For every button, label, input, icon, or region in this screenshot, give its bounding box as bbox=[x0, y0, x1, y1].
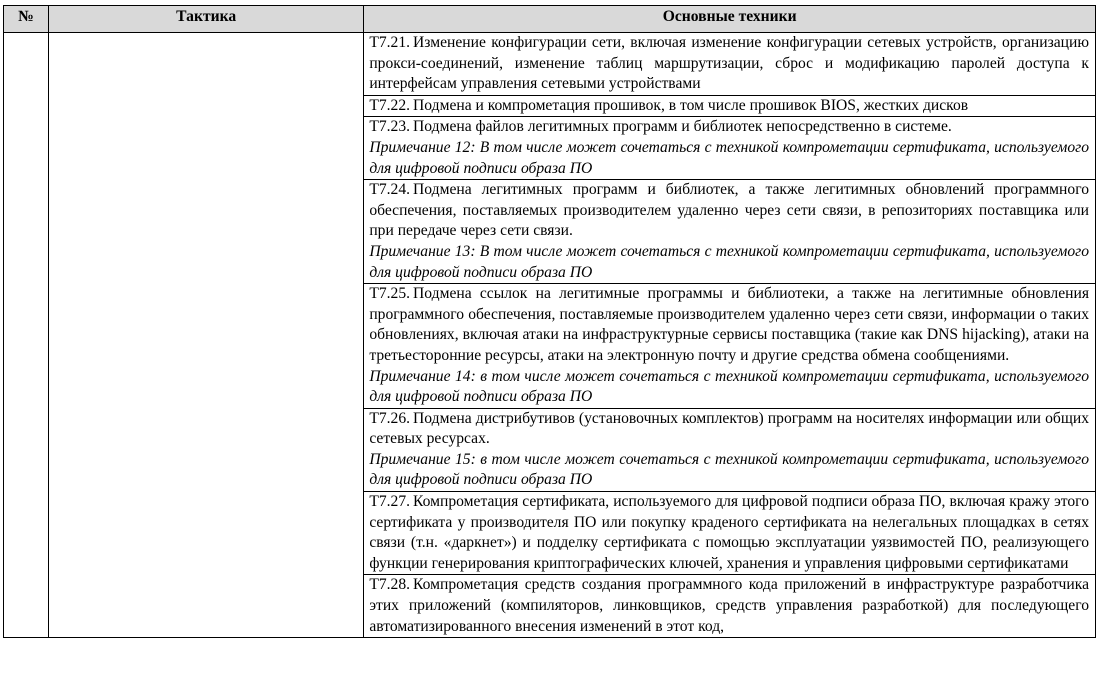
technique-code: Т7.22. bbox=[369, 96, 411, 114]
technique-cell bbox=[364, 117, 1096, 180]
header-tactic: Тактика bbox=[49, 6, 364, 33]
technique-text bbox=[369, 409, 1089, 450]
technique-description: Компрометация сертификата, используемого для цифровой подписи образа ПО, включая кражу этого сертификата у производителя ПО или покупку краденого сертификата на нелегальных площадках в сетях связи (т.н. «даркнет») и подделку сертификата с помощью эксплуатации уязвимостей ПО, реализующего функции генерирования криптографических ключей, хранения и управления цифровыми сертификатами bbox=[369, 493, 1089, 572]
technique-cell bbox=[364, 180, 1096, 284]
technique-description: Подмена дистрибутивов (установочных комплектов) программ на носителях информации или общих сетевых ресурсах. bbox=[369, 409, 1089, 448]
technique-note: Примечание 14: в том числе может сочетаться с техникой компрометации сертификата, используемого для цифровой подписи образа ПО bbox=[369, 367, 1089, 406]
technique-text bbox=[369, 117, 1089, 138]
technique-note: Примечание 15: в том числе может сочетаться с техникой компрометации сертификата, используемого для цифровой подписи образа ПО bbox=[369, 450, 1089, 489]
technique-code: Т7.25. bbox=[369, 285, 411, 303]
technique-code: Т7.24. bbox=[369, 181, 411, 199]
technique-code: Т7.26. bbox=[369, 409, 411, 427]
technique-cell bbox=[364, 575, 1096, 638]
technique-description: Подмена ссылок на легитимные программы и библиотеки, а также на легитимные обновления программного обеспечения, поставляемые производителем удаленно через сети связи, информации о таких обновлениях, включая атаки на инфраструктурные сервисы поставщика (такие как DNS hijacking), атаки на третьесторонние ресурсы, атаки на электронную почту и другие средства обмена сообщениями. bbox=[369, 285, 1089, 364]
num-cell bbox=[4, 33, 49, 638]
technique-text bbox=[369, 180, 1089, 242]
technique-cell bbox=[364, 492, 1096, 575]
technique-description: Подмена файлов легитимных программ и библиотек непосредственно в системе. bbox=[413, 118, 952, 136]
technique-text bbox=[369, 33, 1089, 95]
table-row bbox=[4, 33, 1096, 96]
technique-note: Примечание 13: В том числе может сочетаться с техникой компрометации сертификата, используемого для цифровой подписи образа ПО bbox=[369, 242, 1089, 281]
technique-cell bbox=[364, 284, 1096, 409]
technique-description: Изменение конфигурации сети, включая изменение конфигурации сетевых устройств, организацию прокси-соединений, изменение таблиц маршрутизации, сброс и модификацию паролей доступа к интерфейсам управления сетевыми устройствами bbox=[369, 34, 1089, 93]
technique-description: Подмена и компрометация прошивок, в том числе прошивок BIOS, жестких дисков bbox=[413, 96, 969, 114]
technique-text bbox=[369, 96, 1089, 117]
technique-description: Подмена легитимных программ и библиотек, а также легитимных обновлений программного обеспечения, поставляемых производителем удаленно через сети связи, в репозиториях поставщика или при передаче через сети связи. bbox=[369, 181, 1089, 240]
tactic-cell bbox=[49, 33, 364, 638]
technique-code: Т7.27. bbox=[369, 493, 411, 511]
table-header-row bbox=[4, 6, 1096, 33]
header-num: № bbox=[4, 6, 49, 33]
technique-description: Компрометация средств создания программного кода приложений в инфраструктуре разработчика этих приложений (компиляторов, линковщиков, средств управления разработкой) для последующего автоматизированного внесения изменений в этот код, bbox=[369, 576, 1089, 635]
technique-code: Т7.28. bbox=[369, 576, 411, 594]
technique-cell bbox=[364, 95, 1096, 117]
techniques-table bbox=[3, 5, 1096, 638]
technique-cell bbox=[364, 33, 1096, 96]
header-techniques: Основные техники bbox=[364, 6, 1096, 33]
technique-text bbox=[369, 575, 1089, 637]
technique-note: Примечание 12: В том числе может сочетаться с техникой компрометации сертификата, используемого для цифровой подписи образа ПО bbox=[369, 138, 1089, 177]
technique-code: Т7.23. bbox=[369, 118, 411, 136]
table-body bbox=[4, 33, 1096, 638]
technique-code: Т7.21. bbox=[369, 34, 411, 51]
technique-text bbox=[369, 492, 1089, 574]
technique-cell bbox=[364, 408, 1096, 491]
technique-text bbox=[369, 284, 1089, 366]
